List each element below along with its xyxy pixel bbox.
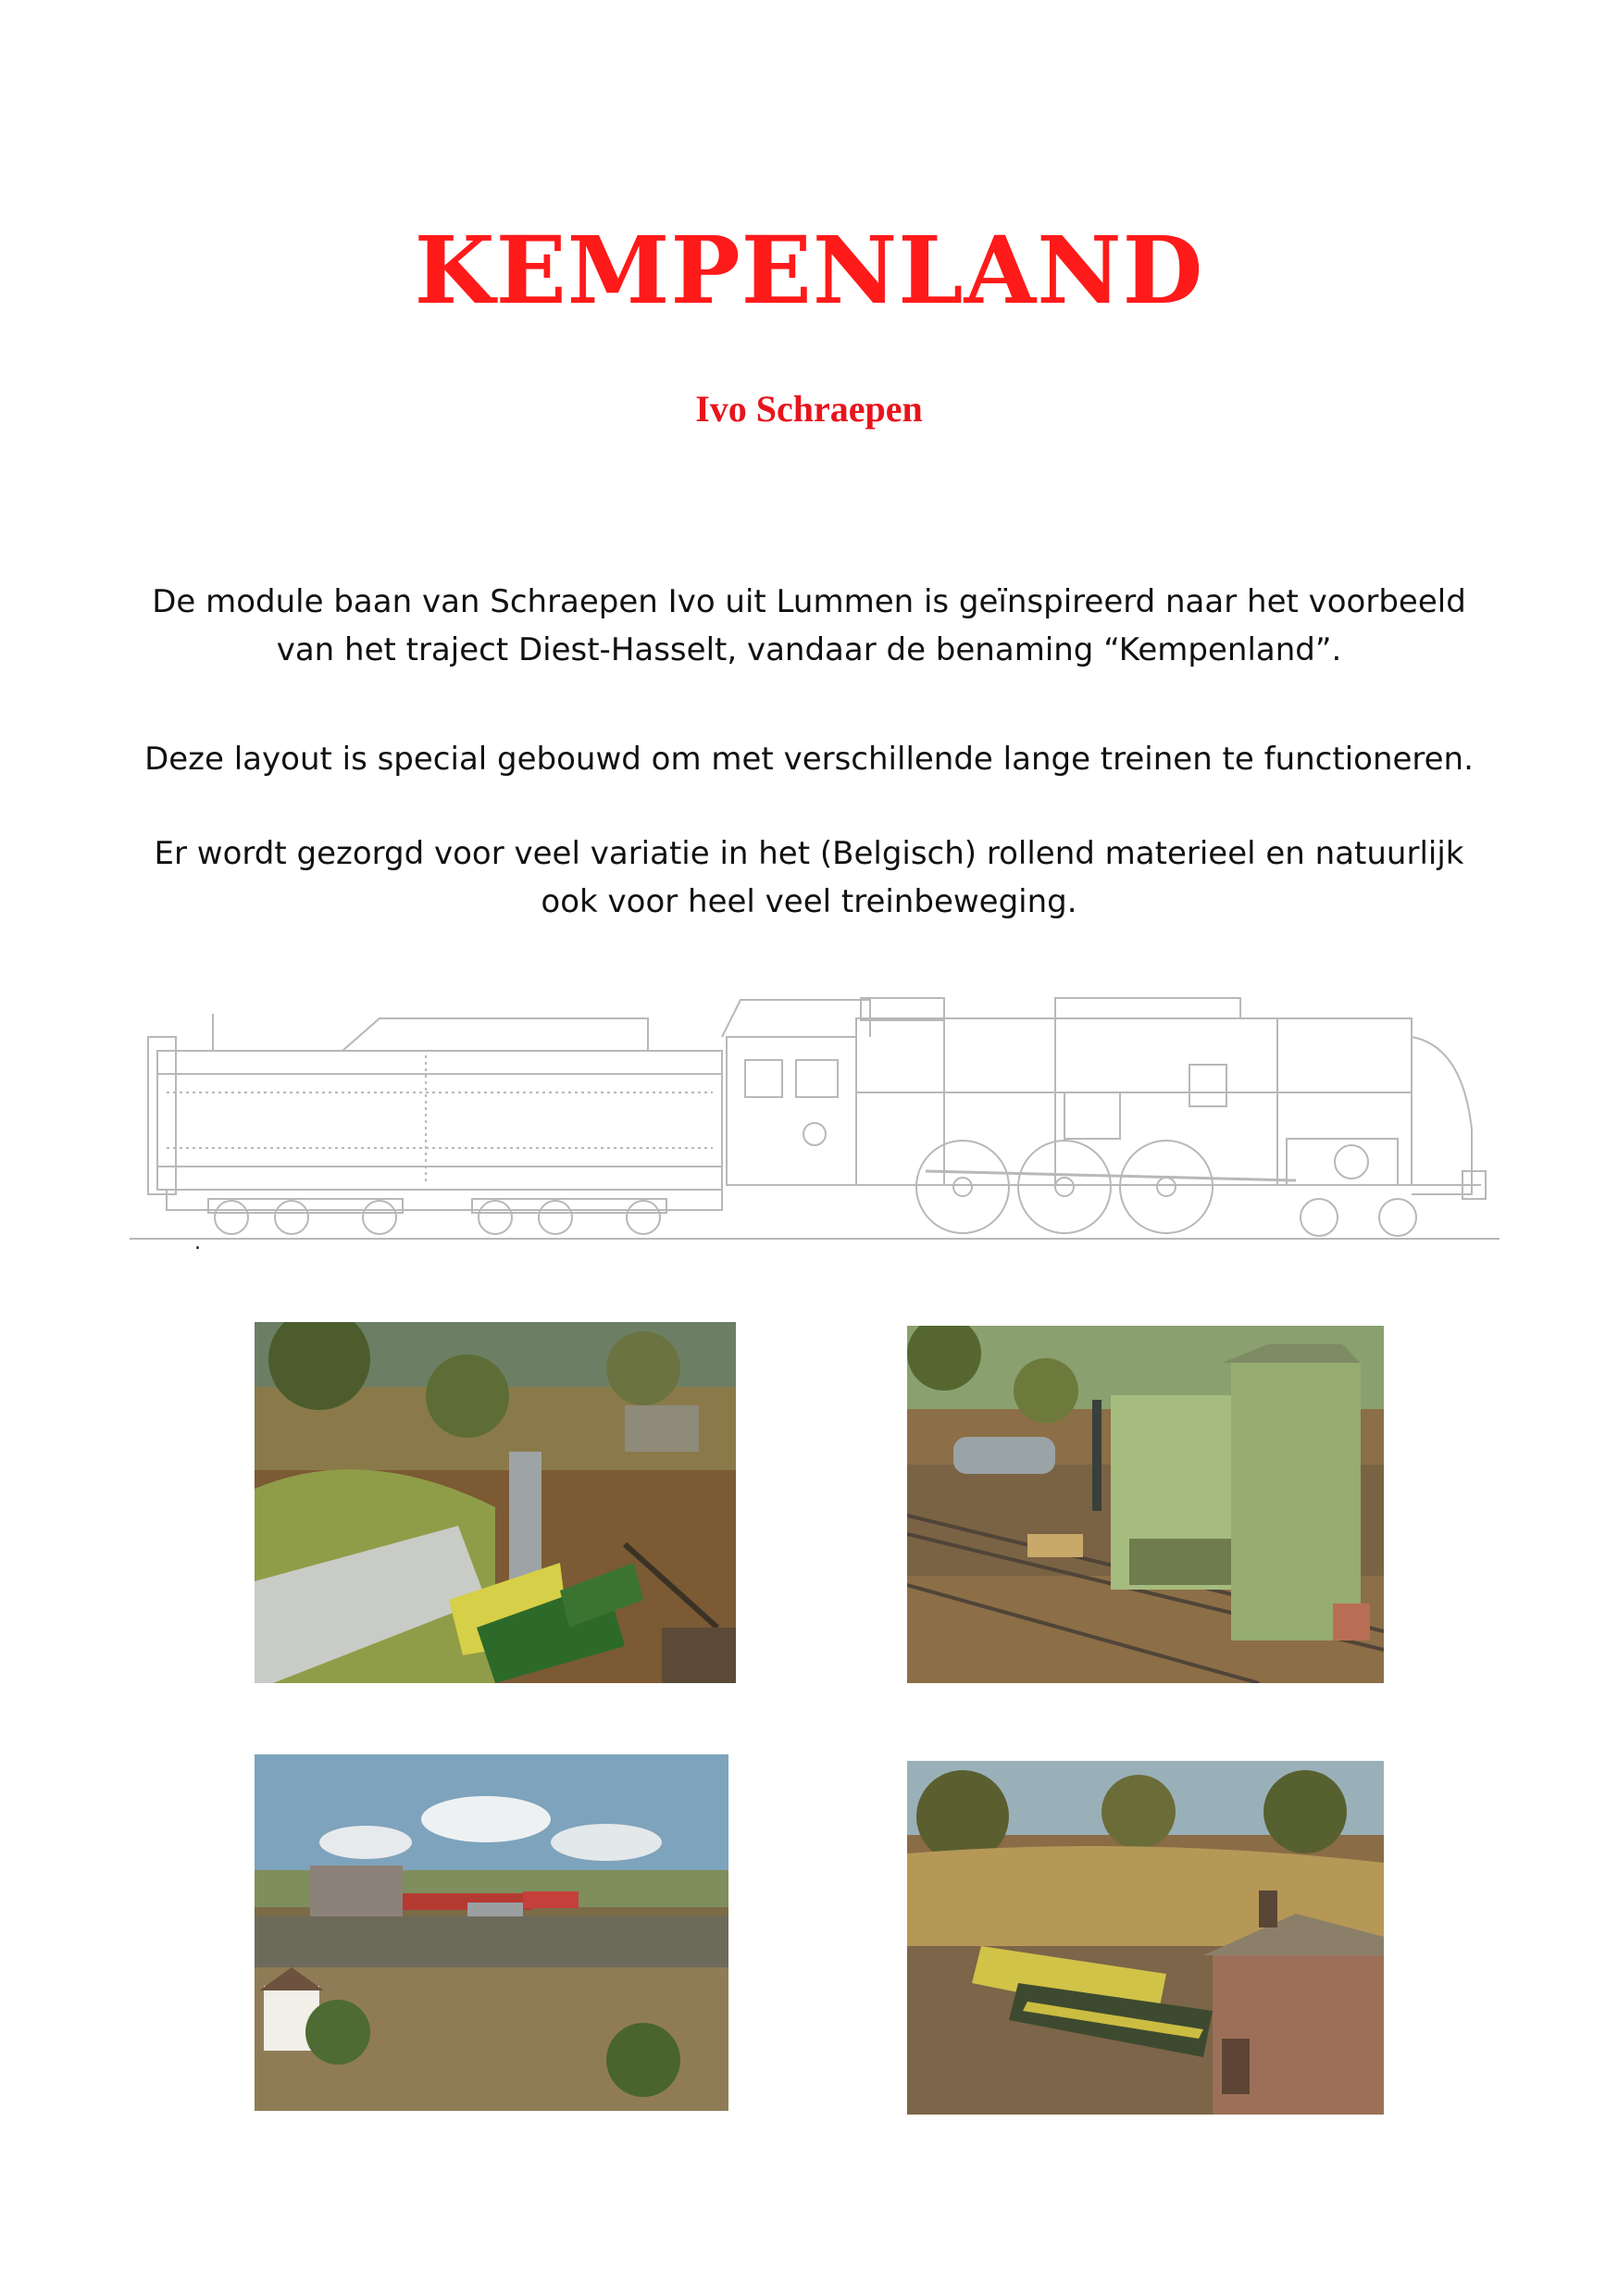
paragraph-line: van het traject Diest-Hasselt, vandaar de benaming “Kempenland”. — [276, 631, 1342, 668]
layout-photo-locomotive-depot — [255, 1322, 736, 1683]
layout-photo-grain-silo — [907, 1326, 1384, 1683]
steam-locomotive-drawing — [130, 981, 1500, 1250]
intro-paragraph — [93, 578, 1525, 674]
page-title: KEMPENLAND — [414, 216, 1204, 325]
paragraph-line: Deze layout is special gebouwd om met verschillende lange treinen te functioneren. — [144, 741, 1474, 778]
author-name: Ivo Schraepen — [695, 388, 923, 430]
layout-paragraph — [93, 735, 1525, 783]
paragraph-line: Er wordt gezorgd voor veel variatie in het (Belgisch) rollend materieel en natuurlijk — [154, 835, 1464, 872]
paragraph-line: ook voor heel veel treinbeweging. — [541, 883, 1077, 920]
paragraph-line: De module baan van Schraepen Ivo uit Lummen is geïnspireerd naar het voorbeeld — [152, 583, 1466, 620]
layout-photo-station — [255, 1754, 728, 2111]
variation-paragraph — [93, 830, 1525, 926]
stray-bullet-mark: . — [194, 1231, 201, 1254]
layout-photo-engine-shed — [907, 1761, 1384, 2115]
